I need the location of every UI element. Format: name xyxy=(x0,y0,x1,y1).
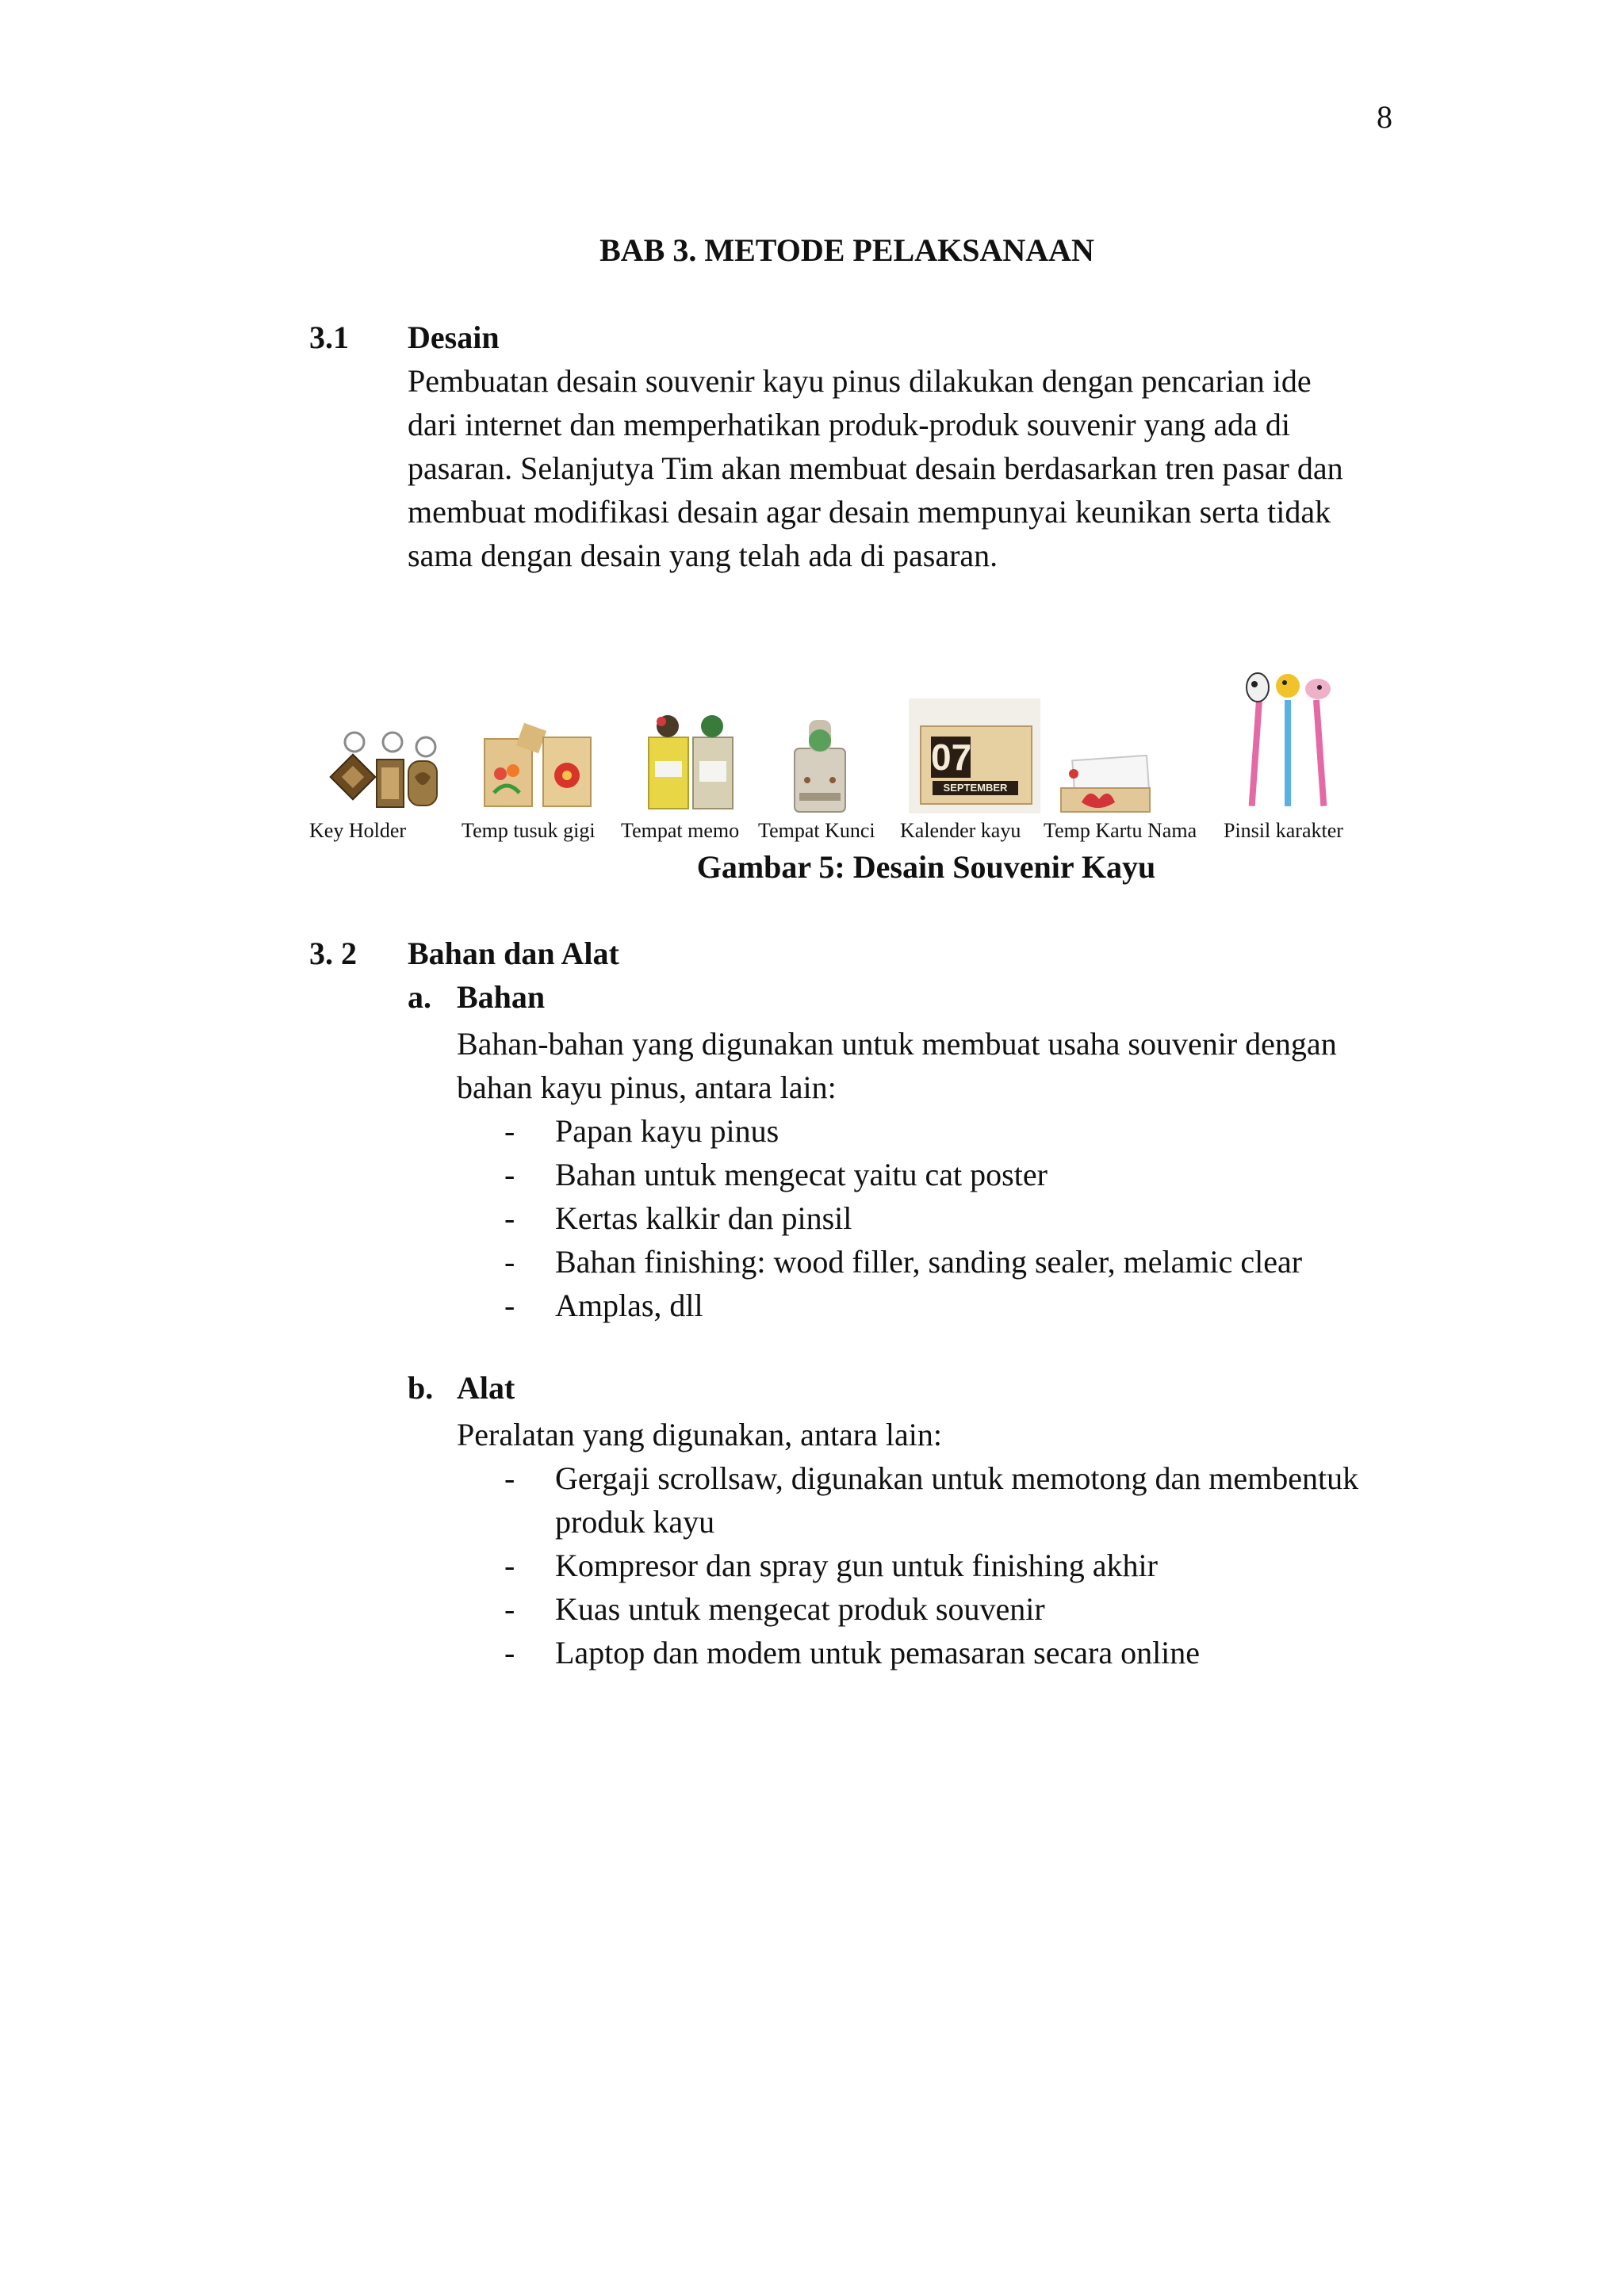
list-item-text: Bahan untuk mengecat yaitu cat poster xyxy=(555,1157,1048,1192)
subsection-a-letter: a. xyxy=(408,979,431,1015)
toothpick-holder-image xyxy=(478,723,597,810)
paragraph-line: membuat modifikasi desain agar desain mempunyai keunikan serta tidak xyxy=(408,494,1331,530)
list-item-text: produk kayu xyxy=(555,1504,715,1540)
list-item-text: Papan kayu pinus xyxy=(555,1113,779,1149)
figure-item-label: Temp Kartu Nama xyxy=(1044,819,1197,842)
wooden-calendar-image xyxy=(909,698,1040,813)
subsection-a-intro xyxy=(457,1022,1337,1109)
list-item xyxy=(504,1587,1358,1631)
bullet-dash: - xyxy=(504,1244,515,1280)
alat-list xyxy=(504,1456,1358,1674)
list-item xyxy=(504,1631,1358,1674)
subsection-b-title: Alat xyxy=(457,1370,515,1406)
subsection-b-intro: Peralatan yang digunakan, antara lain: xyxy=(457,1417,942,1452)
paragraph-line: bahan kayu pinus, antara lain: xyxy=(457,1070,837,1105)
bullet-dash: - xyxy=(504,1200,515,1236)
list-item xyxy=(504,1196,1302,1240)
list-item xyxy=(504,1109,1302,1153)
list-item-text: Laptop dan modem untuk pemasaran secara online xyxy=(555,1635,1201,1670)
list-item xyxy=(504,1284,1302,1327)
paragraph-line: sama dengan desain yang telah ada di pasaran. xyxy=(408,538,998,573)
card-holder-image xyxy=(1058,755,1153,814)
list-item xyxy=(504,1544,1358,1587)
bahan-list xyxy=(504,1109,1302,1327)
list-item-text: Kuas untuk mengecat produk souvenir xyxy=(555,1591,1045,1627)
key-holder-image xyxy=(321,729,440,813)
section-1-paragraph xyxy=(408,359,1343,577)
bullet-dash: - xyxy=(504,1635,515,1670)
bullet-dash: - xyxy=(504,1157,515,1192)
paragraph-line: Pembuatan desain souvenir kayu pinus dilakukan dengan pencarian ide xyxy=(408,363,1312,399)
list-item-text: Kompresor dan spray gun untuk finishing akhir xyxy=(555,1548,1158,1583)
calendar-month: SEPTEMBER xyxy=(933,781,1018,795)
list-item-text: Kertas kalkir dan pinsil xyxy=(555,1200,852,1236)
page-number: 8 xyxy=(1377,99,1392,135)
bullet-dash: - xyxy=(504,1460,515,1496)
bullet-dash: - xyxy=(504,1113,515,1149)
list-item xyxy=(504,1153,1302,1196)
list-item-text: Gergaji scrollsaw, digunakan untuk memotong dan membentuk xyxy=(555,1460,1359,1496)
section-1-number: 3.1 xyxy=(309,320,349,355)
subsection-a-title: Bahan xyxy=(457,979,546,1015)
paragraph-line: dari internet dan memperhatikan produk-produk souvenir yang ada di xyxy=(408,407,1290,442)
section-2-title: Bahan dan Alat xyxy=(408,936,619,971)
figure-item-label: Kalender kayu xyxy=(900,819,1021,842)
paragraph-line: Bahan-bahan yang digunakan untuk membuat usaha souvenir dengan xyxy=(457,1026,1337,1062)
character-pencil-image xyxy=(1240,668,1343,811)
figure-item-label: Pinsil karakter xyxy=(1224,819,1343,842)
list-item xyxy=(504,1240,1302,1284)
figure-item-label: Temp tusuk gigi xyxy=(462,819,596,842)
list-item-text: Amplas, dll xyxy=(555,1288,703,1323)
subsection-b-letter: b. xyxy=(408,1370,434,1406)
memo-holder-image xyxy=(644,712,739,811)
key-rack-image xyxy=(788,717,852,813)
calendar-day: 07 xyxy=(931,737,972,778)
paragraph-line: pasaran. Selanjutya Tim akan membuat desain berdasarkan tren pasar dan xyxy=(408,450,1343,486)
list-item-text: Bahan finishing: wood filler, sanding sealer, melamic clear xyxy=(555,1244,1303,1280)
chapter-title: BAB 3. METODE PELAKSANAAN xyxy=(599,232,1094,268)
figure-caption: Gambar 5: Desain Souvenir Kayu xyxy=(696,849,1156,885)
figure-item-label: Tempat memo xyxy=(621,819,740,842)
list-item xyxy=(504,1456,1358,1544)
section-1-title: Desain xyxy=(408,320,500,355)
section-2-number: 3. 2 xyxy=(309,936,357,971)
bullet-dash: - xyxy=(504,1288,515,1323)
bullet-dash: - xyxy=(504,1548,515,1583)
figure-item-label: Key Holder xyxy=(309,819,407,842)
figure-item-label: Tempat Kunci xyxy=(758,819,875,842)
bullet-dash: - xyxy=(504,1591,515,1627)
